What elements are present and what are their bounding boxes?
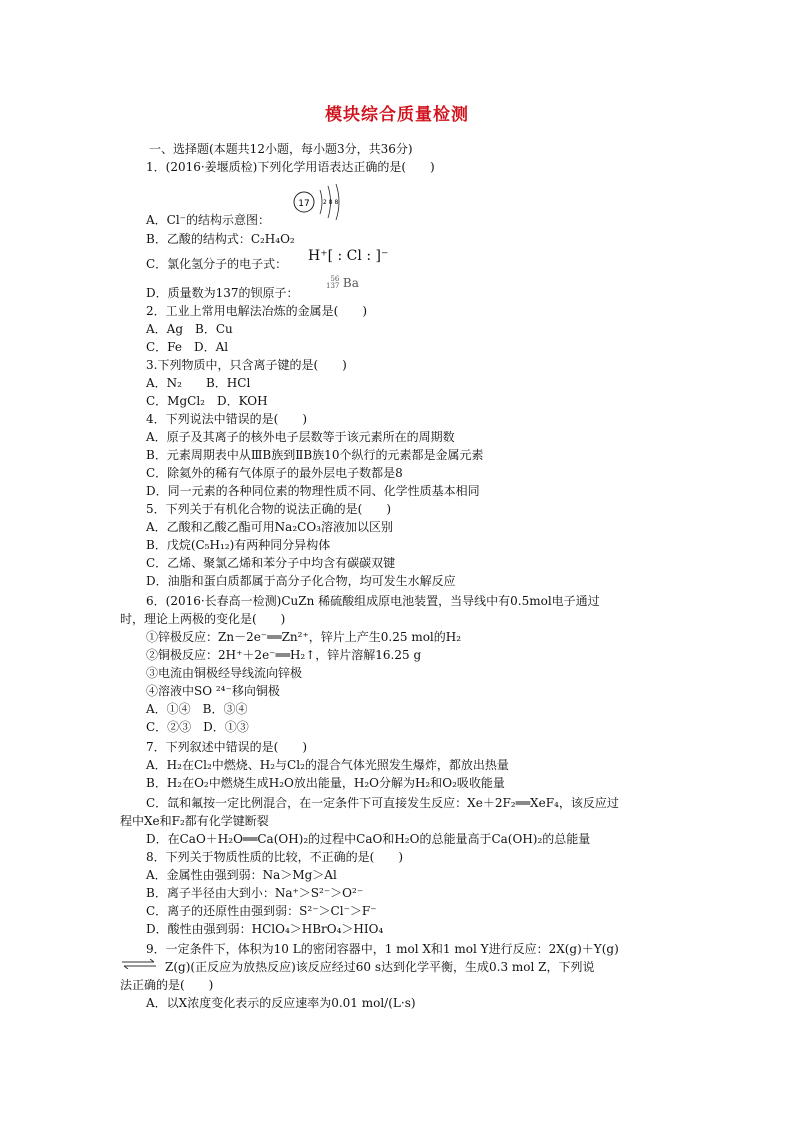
q1-option-d: D．质量数为137的钡原子： xyxy=(146,286,299,300)
hcl-electron-formula: H⁺[ : Cl : ]⁻ xyxy=(308,248,389,264)
atom-nucleus-label: 17 xyxy=(298,199,310,209)
ba-symbol: Ba xyxy=(342,276,359,290)
equilibrium-arrow-icon xyxy=(120,959,158,969)
question-2: 2．工业上常用电解法冶炼的金属是( ) xyxy=(146,304,367,318)
question-6-cont: 时，理论上两极的变化是( ) xyxy=(120,612,286,626)
section-heading: 一、选择题(本题共12小题，每小题3分，共36分) xyxy=(149,142,413,156)
q3-options-cd: C．MgCl₂ D．KOH xyxy=(146,394,268,408)
q6-item-2: ②铜极反应：2H⁺＋2e⁻══H₂↑，锌片溶解16.25 g xyxy=(146,648,422,662)
barium-nuclide-symbol xyxy=(326,276,359,290)
question-1: 1．(2016·姜堰质检)下列化学用语表达正确的是( ) xyxy=(146,160,435,174)
q8-option-c: C．离子的还原性由强到弱：S²⁻＞Cl⁻＞F⁻ xyxy=(146,904,377,918)
chloride-ion-structure-diagram xyxy=(290,180,350,220)
q9-option-a: A．以X浓度变化表示的反应速率为0.01 mol/(L·s) xyxy=(146,996,416,1010)
question-4: 4．下列说法中错误的是( ) xyxy=(146,412,307,426)
q5-option-c: C．乙烯、聚氯乙烯和苯分子中均含有碳碳双键 xyxy=(146,556,396,570)
q4-option-d: D．同一元素的各种同位素的物理性质不同、化学性质基本相同 xyxy=(146,484,480,498)
q3-options-ab: A．N₂ B．HCl xyxy=(146,376,251,390)
q7-option-a: A．H₂在Cl₂中燃烧、H₂与Cl₂的混合气体光照发生爆炸，都放出热量 xyxy=(146,758,509,772)
q4-option-c: C．除氦外的稀有气体原子的最外层电子数都是8 xyxy=(146,466,403,480)
page-title: 模块综合质量检测 xyxy=(325,105,469,125)
ba-mass-number: 56 xyxy=(330,275,340,283)
question-5: 5．下列关于有机化合物的说法正确的是( ) xyxy=(146,502,391,516)
q7-option-c-cont: 程中Xe和F₂都有化学键断裂 xyxy=(120,814,269,828)
q6-options-ab: A．①④ B．③④ xyxy=(146,702,248,716)
q1-option-b: B．乙酸的结构式：C₂H₄O₂ xyxy=(146,232,295,246)
question-9: 9．一定条件下，体积为10 L的密闭容器中，1 mol X和1 mol Y进行反应：2X(g)＋Y(g) xyxy=(146,942,619,956)
question-8: 8．下列关于物质性质的比较，不正确的是( ) xyxy=(146,850,403,864)
q5-option-b: B．戊烷(C₅H₁₂)有两种同分异构体 xyxy=(146,538,331,552)
q7-option-c: C．氙和氟按一定比例混合，在一定条件下可直接发生反应：Xe＋2F₂══XeF₄，该反应过 xyxy=(146,796,619,810)
q6-item-1: ①锌极反应：Zn－2e⁻══Zn²⁺，锌片上产生0.25 mol的H₂ xyxy=(146,630,462,644)
q4-option-b: B．元素周期表中从ⅢB族到ⅡB族10个纵行的元素都是金属元素 xyxy=(146,448,484,462)
q5-option-a: A．乙酸和乙酸乙酯可用Na₂CO₃溶液加以区别 xyxy=(146,520,393,534)
q6-item-3: ③电流由铜极经导线流向锌极 xyxy=(146,666,303,680)
q1-option-a: A．Cl⁻的结构示意图： xyxy=(146,213,271,227)
q8-option-a: A．金属性由强到弱：Na＞Mg＞Al xyxy=(146,868,337,882)
question-9-cont2: 法正确的是( ) xyxy=(120,978,214,992)
ba-atomic-number: 137 xyxy=(326,282,340,290)
q6-options-cd: C．②③ D．①③ xyxy=(146,720,249,734)
q7-option-d: D．在CaO＋H₂O══Ca(OH)₂的过程中CaO和H₂O的总能量高于Ca(OH)₂的总能量 xyxy=(146,832,591,846)
atom-shells-label: 2 8 8 xyxy=(323,199,339,206)
q5-option-d: D．油脂和蛋白质都属于高分子化合物，均可发生水解反应 xyxy=(146,574,456,588)
q4-option-a: A．原子及其离子的核外电子层数等于该元素所在的周期数 xyxy=(146,430,455,444)
q8-option-b: B．离子半径由大到小：Na⁺＞S²⁻＞O²⁻ xyxy=(146,886,364,900)
q2-options-ab: A．Ag B．Cu xyxy=(146,322,233,336)
question-7: 7．下列叙述中错误的是( ) xyxy=(146,740,307,754)
question-3: 3.下列物质中，只含离子键的是( ) xyxy=(146,358,347,372)
q2-options-cd: C．Fe D．Al xyxy=(146,340,229,354)
q1-option-c: C．氯化氢分子的电子式： xyxy=(146,257,288,271)
q7-option-b: B．H₂在O₂中燃烧生成H₂O放出能量，H₂O分解为H₂和O₂吸收能量 xyxy=(146,776,505,790)
question-9-cont: Z(g)(正反应为放热反应)该反应经过60 s达到化学平衡，生成0.3 mol Z，下列说 xyxy=(165,960,595,974)
q8-option-d: D．酸性由强到弱：HClO₄＞HBrO₄＞HIO₄ xyxy=(146,922,384,936)
q6-item-4: ④溶液中SO ²⁴⁻移向铜极 xyxy=(146,684,280,698)
question-6: 6．(2016·长春高一检测)CuZn 稀硫酸组成原电池装置，当导线中有0.5mol电子通过 xyxy=(146,594,600,608)
